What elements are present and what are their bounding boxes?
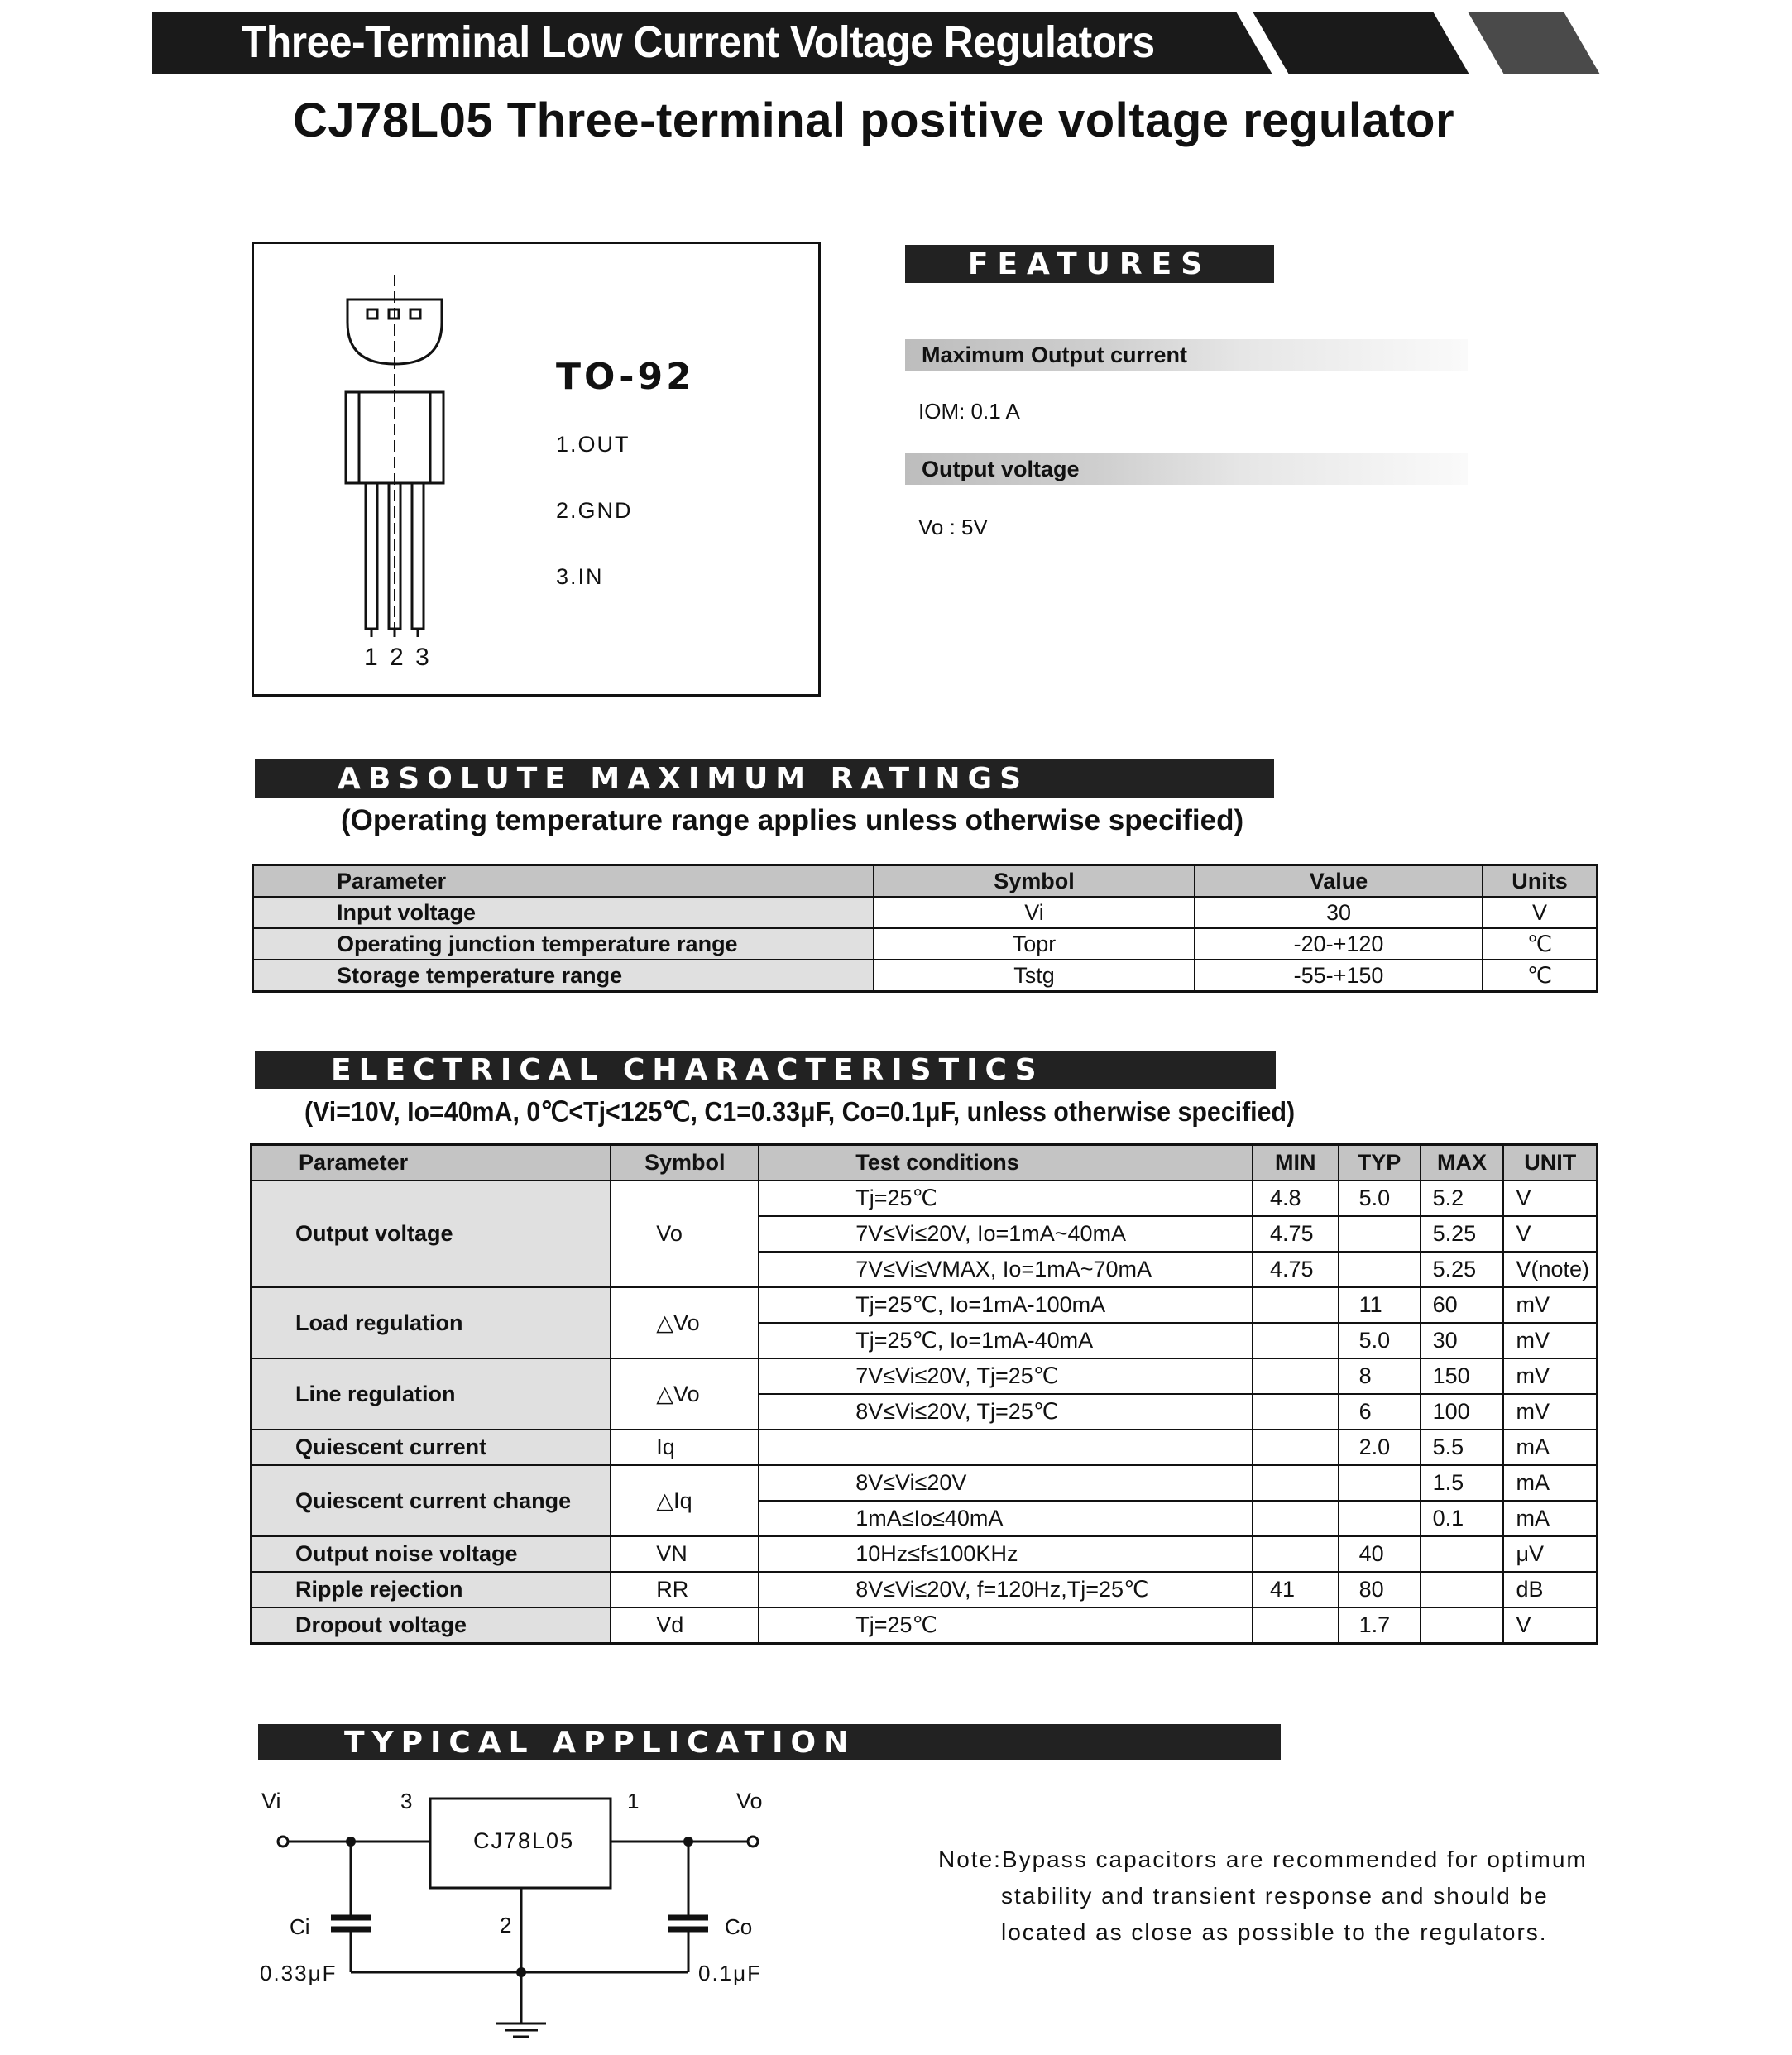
table-row	[252, 1287, 1598, 1323]
unit-cell: μV	[1503, 1536, 1597, 1572]
typ-cell: 6	[1339, 1394, 1421, 1430]
max-cell: 0.1	[1421, 1501, 1504, 1536]
min-cell	[1253, 1287, 1339, 1323]
max-cell: 60	[1421, 1287, 1504, 1323]
parameter-cell: Quiescent current	[252, 1430, 611, 1465]
typ-cell: 2.0	[1339, 1430, 1421, 1465]
table-row	[252, 1572, 1598, 1607]
unit-cell: mA	[1503, 1465, 1597, 1501]
condition-cell: 7V≤Vi≤20V, Tj=25℃	[759, 1358, 1253, 1394]
min-cell: 4.8	[1253, 1181, 1339, 1216]
column-header: Parameter	[253, 865, 874, 898]
min-cell	[1253, 1358, 1339, 1394]
parameter-cell: Ripple rejection	[252, 1572, 611, 1607]
parameter-cell: Dropout voltage	[252, 1607, 611, 1644]
table-row	[253, 928, 1598, 960]
column-header: MAX	[1421, 1145, 1504, 1181]
column-header: Symbol	[611, 1145, 759, 1181]
electrical-characteristics-subtitle: (Vi=10V, Io=40mA, 0℃<Tj<125℃, C1=0.33μF, Co=0.1μF, unless otherwise specified)	[304, 1096, 1296, 1127]
column-header: Value	[1195, 865, 1483, 898]
symbol-cell: △Iq	[611, 1465, 759, 1536]
condition-cell	[759, 1430, 1253, 1465]
parameter-cell: Output voltage	[252, 1181, 611, 1287]
symbol-cell: Topr	[874, 928, 1195, 960]
symbol-cell: Vo	[611, 1181, 759, 1287]
vi-label: Vi	[261, 1789, 281, 1813]
parameter-cell: Load regulation	[252, 1287, 611, 1358]
ci-label: Ci	[290, 1914, 310, 1939]
typ-cell	[1339, 1216, 1421, 1252]
max-cell: 5.25	[1421, 1252, 1504, 1287]
column-header: Units	[1483, 865, 1598, 898]
typ-cell: 40	[1339, 1536, 1421, 1572]
co-label: Co	[725, 1914, 753, 1939]
table-header-row	[253, 865, 1598, 898]
min-cell	[1253, 1536, 1339, 1572]
unit-cell: V	[1503, 1607, 1597, 1644]
typ-cell	[1339, 1465, 1421, 1501]
parameter-cell: Line regulation	[252, 1358, 611, 1430]
column-header: Test conditions	[759, 1145, 1253, 1181]
unit-cell: mV	[1503, 1394, 1597, 1430]
parameter-cell: Storage temperature range	[253, 960, 874, 992]
electrical-characteristics-body	[252, 1181, 1598, 1644]
pin-out-number: 1	[627, 1789, 640, 1813]
to92-package-drawing	[314, 273, 480, 695]
abs-max-header: ABSOLUTE MAXIMUM RATINGS	[255, 759, 1274, 798]
symbol-cell: Tstg	[874, 960, 1195, 992]
condition-cell: 8V≤Vi≤20V, Tj=25℃	[759, 1394, 1253, 1430]
symbol-cell: Vd	[611, 1607, 759, 1644]
symbol-cell: △Vo	[611, 1358, 759, 1430]
application-circuit-diagram	[248, 1779, 794, 2052]
pin-number-3: 3	[415, 644, 429, 671]
min-cell	[1253, 1501, 1339, 1536]
symbol-cell: VN	[611, 1536, 759, 1572]
column-header: UNIT	[1503, 1145, 1597, 1181]
column-header: MIN	[1253, 1145, 1339, 1181]
unit-cell: V(note)	[1503, 1252, 1597, 1287]
feature-max-output-current-value: IOM: 0.1 A	[918, 399, 1020, 424]
condition-cell: 8V≤Vi≤20V	[759, 1465, 1253, 1501]
abs-max-table	[252, 864, 1598, 993]
typ-cell: 8	[1339, 1358, 1421, 1394]
parameter-cell: Quiescent current change	[252, 1465, 611, 1536]
typ-cell: 5.0	[1339, 1323, 1421, 1358]
regulator-chip-label: CJ78L05	[473, 1828, 575, 1853]
symbol-cell: RR	[611, 1572, 759, 1607]
condition-cell: 7V≤Vi≤20V, Io=1mA~40mA	[759, 1216, 1253, 1252]
condition-cell: Tj=25℃, Io=1mA-40mA	[759, 1323, 1253, 1358]
typ-cell	[1339, 1501, 1421, 1536]
column-header: Symbol	[874, 865, 1195, 898]
pin-number-2: 2	[390, 644, 404, 671]
typical-application-header: TYPICAL APPLICATION	[258, 1724, 1281, 1760]
table-row	[252, 1536, 1598, 1572]
max-cell: 30	[1421, 1323, 1504, 1358]
electrical-characteristics-table	[250, 1143, 1598, 1645]
max-cell: 5.25	[1421, 1216, 1504, 1252]
max-cell	[1421, 1572, 1504, 1607]
feature-output-voltage-value: Vo : 5V	[918, 515, 988, 539]
pin-1-label: 1.OUT	[556, 432, 630, 457]
table-row	[252, 1465, 1598, 1501]
unit-cell: ℃	[1483, 960, 1598, 992]
min-cell	[1253, 1430, 1339, 1465]
feature-max-output-current-label: Maximum Output current	[905, 339, 1468, 371]
unit-cell: mV	[1503, 1358, 1597, 1394]
unit-cell: mV	[1503, 1323, 1597, 1358]
table-row	[252, 1607, 1598, 1644]
unit-cell: V	[1503, 1216, 1597, 1252]
application-note	[938, 1842, 1588, 1951]
column-header: Parameter	[252, 1145, 611, 1181]
ci-value: 0.33μF	[260, 1961, 338, 1986]
max-cell	[1421, 1607, 1504, 1644]
typ-cell: 11	[1339, 1287, 1421, 1323]
condition-cell: Tj=25℃	[759, 1607, 1253, 1644]
min-cell	[1253, 1465, 1339, 1501]
parameter-cell: Operating junction temperature range	[253, 928, 874, 960]
table-row	[253, 960, 1598, 992]
table-row	[252, 1358, 1598, 1394]
value-cell: 30	[1195, 897, 1483, 928]
pin-3-label: 3.IN	[556, 564, 604, 589]
package-name: TO-92	[556, 356, 695, 398]
max-cell: 100	[1421, 1394, 1504, 1430]
pin-number-1: 1	[364, 644, 378, 671]
min-cell: 4.75	[1253, 1252, 1339, 1287]
parameter-cell: Output noise voltage	[252, 1536, 611, 1572]
pin-in-number: 3	[400, 1789, 413, 1813]
unit-cell: mV	[1503, 1287, 1597, 1323]
table-row	[253, 897, 1598, 928]
table-header-row	[252, 1145, 1598, 1181]
parameter-cell: Input voltage	[253, 897, 874, 928]
symbol-cell: △Vo	[611, 1287, 759, 1358]
banner-title: Three-Terminal Low Current Voltage Regulators	[242, 17, 1155, 67]
typ-cell: 1.7	[1339, 1607, 1421, 1644]
document-title: CJ78L05 Three-terminal positive voltage regulator	[293, 93, 1455, 147]
pin-2-label: 2.GND	[556, 498, 633, 523]
condition-cell: Tj=25℃, Io=1mA-100mA	[759, 1287, 1253, 1323]
condition-cell: 1mA≤Io≤40mA	[759, 1501, 1253, 1536]
typ-cell: 5.0	[1339, 1181, 1421, 1216]
electrical-characteristics-header: ELECTRICAL CHARACTERISTICS	[255, 1051, 1276, 1089]
symbol-cell: Iq	[611, 1430, 759, 1465]
min-cell	[1253, 1394, 1339, 1430]
note-line: Note:Bypass capacitors are recommended for optimum	[938, 1847, 1588, 1872]
min-cell	[1253, 1607, 1339, 1644]
value-cell: -20-+120	[1195, 928, 1483, 960]
typ-cell	[1339, 1252, 1421, 1287]
min-cell	[1253, 1323, 1339, 1358]
min-cell: 4.75	[1253, 1216, 1339, 1252]
max-cell: 150	[1421, 1358, 1504, 1394]
max-cell	[1421, 1536, 1504, 1572]
feature-output-voltage-label: Output voltage	[905, 453, 1468, 485]
unit-cell: V	[1483, 897, 1598, 928]
unit-cell: dB	[1503, 1572, 1597, 1607]
unit-cell: V	[1503, 1181, 1597, 1216]
condition-cell: 7V≤Vi≤VMAX, Io=1mA~70mA	[759, 1252, 1253, 1287]
symbol-cell: Vi	[874, 897, 1195, 928]
value-cell: -55-+150	[1195, 960, 1483, 992]
min-cell: 41	[1253, 1572, 1339, 1607]
condition-cell: Tj=25℃	[759, 1181, 1253, 1216]
co-value: 0.1μF	[698, 1961, 763, 1986]
column-header: TYP	[1339, 1145, 1421, 1181]
abs-max-subtitle: (Operating temperature range applies unless otherwise specified)	[341, 804, 1244, 836]
features-header: FEATURES	[905, 245, 1274, 283]
condition-cell: 8V≤Vi≤20V, f=120Hz,Tj=25℃	[759, 1572, 1253, 1607]
table-row	[252, 1430, 1598, 1465]
vo-label: Vo	[736, 1789, 763, 1813]
table-row	[252, 1181, 1598, 1216]
unit-cell: mA	[1503, 1501, 1597, 1536]
pin-gnd-number: 2	[500, 1913, 512, 1938]
unit-cell: ℃	[1483, 928, 1598, 960]
max-cell: 5.2	[1421, 1181, 1504, 1216]
condition-cell: 10Hz≤f≤100KHz	[759, 1536, 1253, 1572]
unit-cell: mA	[1503, 1430, 1597, 1465]
typ-cell: 80	[1339, 1572, 1421, 1607]
note-line: stability and transient response and should be	[1001, 1883, 1549, 1909]
max-cell: 1.5	[1421, 1465, 1504, 1501]
note-line: located as close as possible to the regulators.	[1001, 1919, 1548, 1945]
max-cell: 5.5	[1421, 1430, 1504, 1465]
